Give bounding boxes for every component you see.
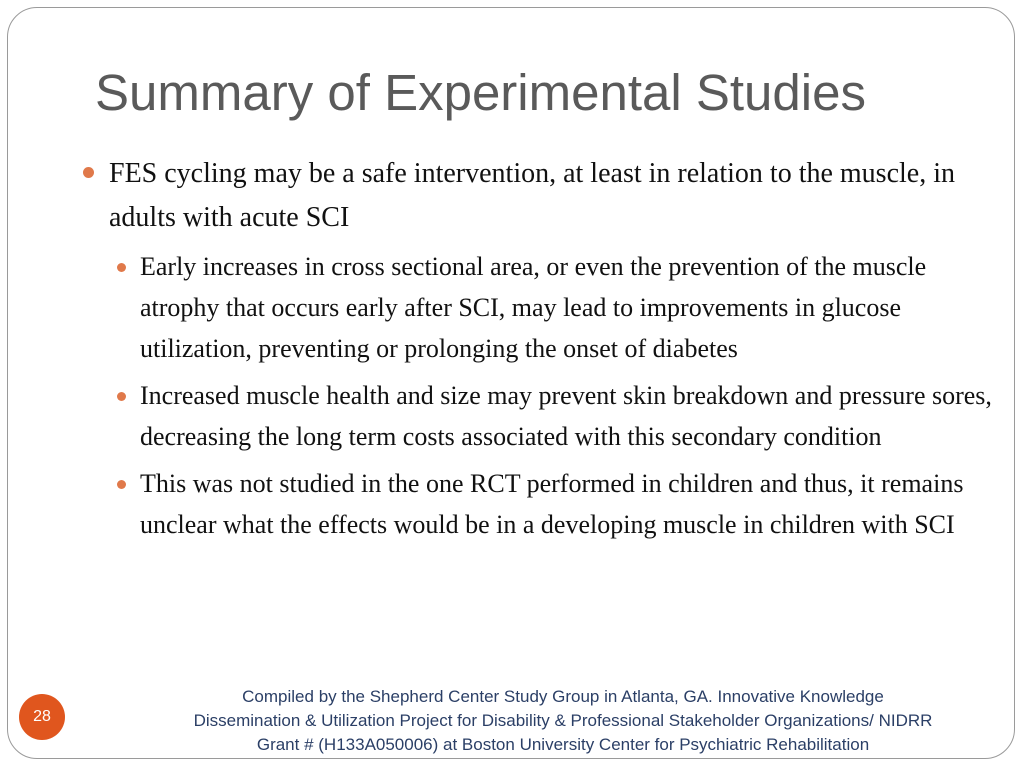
sub-bullet-text: This was not studied in the one RCT performed in children and thus, it remains unclear what the effects would be in a developing muscle in children with SCI <box>140 469 964 539</box>
page-number-badge: 28 <box>19 694 65 740</box>
bullet-list <box>80 152 1000 545</box>
sub-bullet-text: Increased muscle health and size may prevent skin breakdown and pressure sores, decreasing the long term costs associated with this secondary condition <box>140 381 992 451</box>
sub-bullet-list <box>109 246 1000 545</box>
sub-bullet-item <box>109 246 1000 369</box>
bullet-item <box>80 152 1000 545</box>
footer-line: Dissemination & Utilization Project for Disability & Professional Stakeholder Organizations/ NIDRR <box>193 711 933 730</box>
sub-bullet-dot-icon <box>117 263 126 272</box>
bullet-dot-icon <box>83 167 94 178</box>
sub-bullet-item <box>109 375 1000 457</box>
slide-footer <box>118 685 1008 757</box>
footer-line: Grant # (H133A050006) at Boston University Center for Psychiatric Rehabilitation <box>256 735 870 754</box>
slide <box>7 7 1015 759</box>
sub-bullet-dot-icon <box>117 480 126 489</box>
slide-content <box>80 152 1000 551</box>
bullet-text: FES cycling may be a safe intervention, at least in relation to the muscle, in adults with acute SCI <box>109 158 955 233</box>
footer-line: Compiled by the Shepherd Center Study Group in Atlanta, GA. Innovative Knowledge <box>242 687 884 706</box>
sub-bullet-text: Early increases in cross sectional area, or even the prevention of the muscle atrophy that occurs early after SCI, may lead to improvements in glucose utilization, preventing or prolonging the onset of diabetes <box>140 252 927 363</box>
slide-title: Summary of Experimental Studies <box>95 64 866 121</box>
sub-bullet-item <box>109 463 1000 545</box>
sub-bullet-dot-icon <box>117 392 126 401</box>
